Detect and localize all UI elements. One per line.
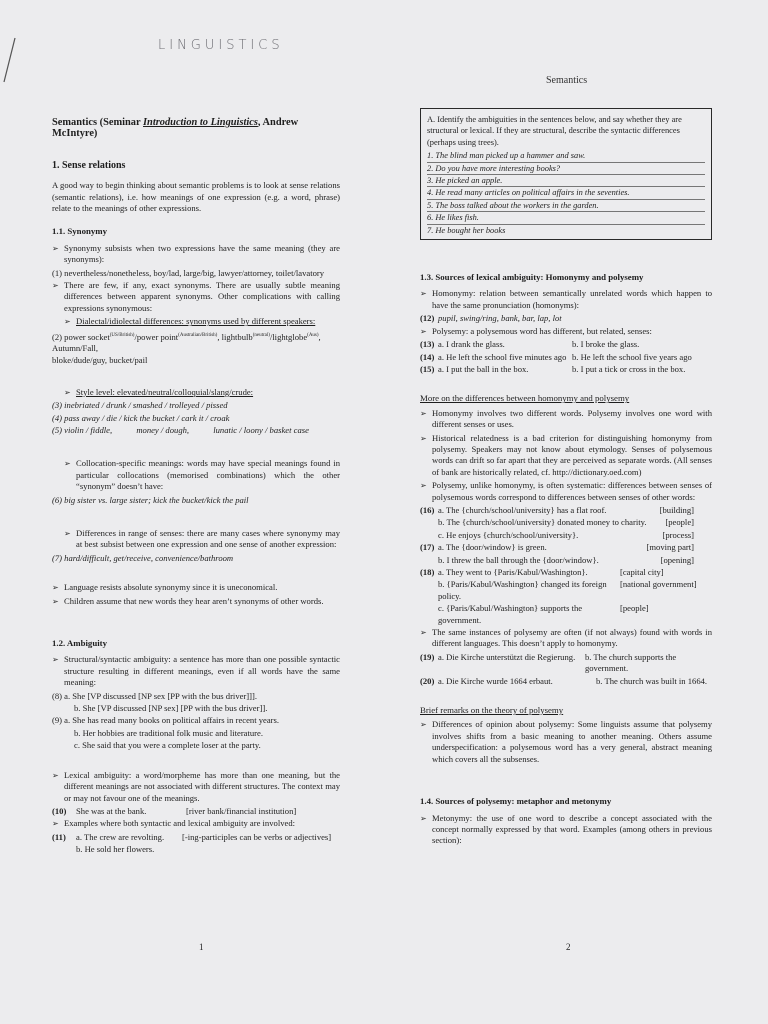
example-5: (5) violin / fiddle, money / dough, lunatic / loony / basket case <box>52 424 309 435</box>
bullet-metonymy-definition: ➢ Metonymy: the use of one word to describe a concept associated with the concept normally expressed by that word. Examples (among others in previous section): <box>420 813 712 847</box>
sub-bullet-style-level: ➢ Style level: elevated/neutral/colloquial/slang/crude: <box>52 387 340 398</box>
bullet-both-ambiguities: ➢ Examples where both syntactic and lexical ambiguity are involved: <box>52 818 340 829</box>
example-19: (19) a. Die Kirche unterstützt die Regierung. b. The church supports the government. <box>420 651 677 674</box>
example-4: (4) pass away / die / kick the bucket / cark it / croak <box>52 412 230 423</box>
bullet-synonymy-definition: ➢ Synonymy subsists when two expressions have the same meaning (they are synonyms): <box>52 243 340 266</box>
bullet-crosslinguistic-polysemy: ➢ The same instances of polysemy are often (if not always) found with words in different languages. This doesn’t apply to homonymy. <box>420 627 712 650</box>
example-11b: b. He sold her flowers. <box>76 844 155 855</box>
example-9b: b. Her hobbies are traditional folk music and literature. <box>74 727 263 738</box>
example-18a: (18) a. They went to {Paris/Kabul/Washington}. [capital city] <box>420 567 664 577</box>
sub-bullet-collocation: ➢ Collocation-specific meanings: words may have special meanings found in particular collocations (memorised combinations) which the other “synonym” doesn’t have: <box>52 458 340 492</box>
example-14: (14) a. He left the school five minutes ago b. He left the school five years ago <box>420 351 692 362</box>
bullet-exact-synonyms: ➢ There are few, if any, exact synonyms. There are usually subtle meaning differences between apparent synonyms. Other complications with calling expressions synonymous: <box>52 280 340 314</box>
example-10: (10) She was at the bank. [river bank/financial institution] <box>52 805 297 816</box>
exercise-item: 2. Do you have more interesting books? <box>427 163 705 175</box>
bullet-children-assume: ➢ Children assume that new words they hear aren’t synonyms of other words. <box>52 596 340 607</box>
example-7: (7) hard/difficult, get/receive, convenience/bathroom <box>52 552 234 563</box>
bullet-homonymy-definition: ➢ Homonymy: relation between semantically unrelated words which happen to have the same pronunciation (homonyms): <box>420 288 712 311</box>
sub-bullet-dialectal: ➢ Dialectal/idiolectal differences: synonyms used by different speakers: <box>52 316 340 327</box>
example-12: (12) pupil, swing/ring, bank, bar, lap, lot <box>420 313 562 324</box>
subheading-theory-of-polysemy: Brief remarks on the theory of polysemy <box>420 705 564 716</box>
left-column <box>52 117 340 857</box>
exercise-item: 4. He read many articles on political affairs in the seventies. <box>427 187 705 199</box>
sub-bullet-range-of-senses: ➢ Differences in range of senses: there are many cases where synonymy may at best subsist between one expression and one sense of another expression: <box>52 528 340 551</box>
intro-paragraph: A good way to begin thinking about semantic problems is to look at sense relations (semantic relations), i.e. how meanings of one expression (e.g. a word, phrase) relate to the meanings of other expressions. <box>52 180 340 214</box>
example-20: (20) a. Die Kirche wurde 1664 erbaut. b. The church was built in 1664. <box>420 675 708 686</box>
bullet-systematic-polysemy: ➢ Polysemy, unlike homonymy, is often systematic: differences between senses of polysemous words correspond to differences between senses of other words: <box>420 480 712 503</box>
bullet-resists-synonymy: ➢ Language resists absolute synonymy since it is uneconomical. <box>52 582 340 593</box>
example-13: (13) a. I drank the glass. b. I broke the glass. <box>420 339 640 350</box>
exercise-box <box>420 108 712 240</box>
example-16c: c. He enjoys {church/school/university}. [process] <box>438 529 694 540</box>
example-16b: b. The {church/school/university} donated money to charity. [people] <box>438 517 694 528</box>
bullet-polysemy-opinions: ➢ Differences of opinion about polysemy: Some linguists assume that polysemy involves shifts from a basic meaning to another meaning. Others assume underspecification: a polysemous word has a very general, abstract meaning which covers all the subsenses. <box>420 719 712 765</box>
running-head: Semantics <box>546 75 588 86</box>
section-heading-synonymy: 1.1. Synonymy <box>52 226 107 237</box>
document-title: Semantics (Seminar Introduction to Linguistics, Andrew McIntyre) <box>52 117 299 140</box>
section-heading-metaphor-metonymy: 1.4. Sources of polysemy: metaphor and metonymy <box>420 796 612 807</box>
page-number-right: 2 <box>566 942 571 952</box>
exercise-item: 3. He picked an apple. <box>427 175 705 187</box>
exercise-item: 5. The boss talked about the workers in the garden. <box>427 200 705 212</box>
example-18c: c. {Paris/Kabul/Washington} supports the government. [people] <box>438 603 649 625</box>
example-9c: c. She said that you were a complete loser at the party. <box>74 740 261 751</box>
example-2: (2) power socket$^{(US/British)}$/power point$^{(Australian/British)}$, lightbulb$^{(neutral)}$/lightglobe$^{(Aus)}$, Autumn/Fall, <box>52 331 321 353</box>
example-1: (1) nevertheless/nonetheless, boy/lad, large/big, lawyer/attorney, toilet/lavatory <box>52 267 325 278</box>
bullet-historical-relatedness: ➢ Historical relatedness is a bad criterion for distinguishing homonymy from polysemy. Speakers may not know about etymology. Senses of polysemous words can drift so far apart that they are perceived as separate words. (All senses of bank are historically related, cf. http://dictionary.oed.com) <box>420 433 712 479</box>
exercise-instructions: A. Identify the ambiguities in the sentences below, and say whether they are structural or lexical. If they are structural, describe the syntactic differences (perhaps using trees). <box>427 115 682 147</box>
section-heading-sense-relations: 1. Sense relations <box>52 159 126 171</box>
handwritten-note: LINGUISTICS <box>158 38 284 53</box>
subheading-homonymy-vs-polysemy: More on the differences between homonymy and polysemy <box>420 393 630 404</box>
example-17a: (17) a. The {door/window} is green. [moving part] <box>420 542 694 553</box>
section-heading-ambiguity: 1.2. Ambiguity <box>52 638 107 649</box>
bullet-lexical-ambiguity: ➢ Lexical ambiguity: a word/morpheme has more than one meaning, but the different meanings are not associated with different structures. The context may or may not favour one of the meanings. <box>52 770 340 804</box>
example-17b: b. I threw the ball through the {door/window}. [opening] <box>438 554 694 565</box>
exercise-item: 1. The blind man picked up a hammer and saw. <box>427 150 705 162</box>
example-2-continued: bloke/dude/guy, bucket/pail <box>52 355 148 366</box>
example-16a: (16) a. The {church/school/university} has a flat roof. [building] <box>420 504 694 515</box>
exercise-item: 7. He bought her books <box>427 225 506 235</box>
example-8b: b. She [VP discussed [NP sex] [PP with the bus driver]]. <box>74 703 268 714</box>
right-column <box>420 108 712 849</box>
exercise-item: 6. He likes fish. <box>427 212 705 224</box>
bullet-polysemy-definition: ➢ Polysemy: a polysemous word has different, but related, senses: <box>420 326 712 337</box>
example-11a: (11) a. The crew are revolting. [-ing-participles can be verbs or adjectives] <box>52 831 332 842</box>
example-18b: b. {Paris/Kabul/Washington} changed its foreign policy. [national government] <box>438 579 697 601</box>
example-8a: (8) a. She [VP discussed [NP sex [PP with the bus driver]]]. <box>52 690 258 701</box>
bullet-two-words: ➢ Homonymy involves two different words. Polysemy involves one word with different senses or uses. <box>420 408 712 431</box>
example-9a: (9) a. She has read many books on political affairs in recent years. <box>52 715 280 726</box>
example-15: (15) a. I put the ball in the box. b. I put a tick or cross in the box. <box>420 363 686 374</box>
pencil-mark <box>0 30 20 90</box>
page-number-left: 1 <box>199 942 204 952</box>
example-3: (3) inebriated / drunk / smashed / trolleyed / pissed <box>52 400 228 411</box>
bullet-structural-ambiguity: ➢ Structural/syntactic ambiguity: a sentence has more than one possible syntactic structure resulting in different meanings, even if all words have the same meaning: <box>52 654 340 688</box>
section-heading-homonymy: 1.3. Sources of lexical ambiguity: Homonymy and polysemy <box>420 272 644 283</box>
example-6: (6) big sister vs. large sister; kick the bucket/kick the pail <box>52 494 249 505</box>
